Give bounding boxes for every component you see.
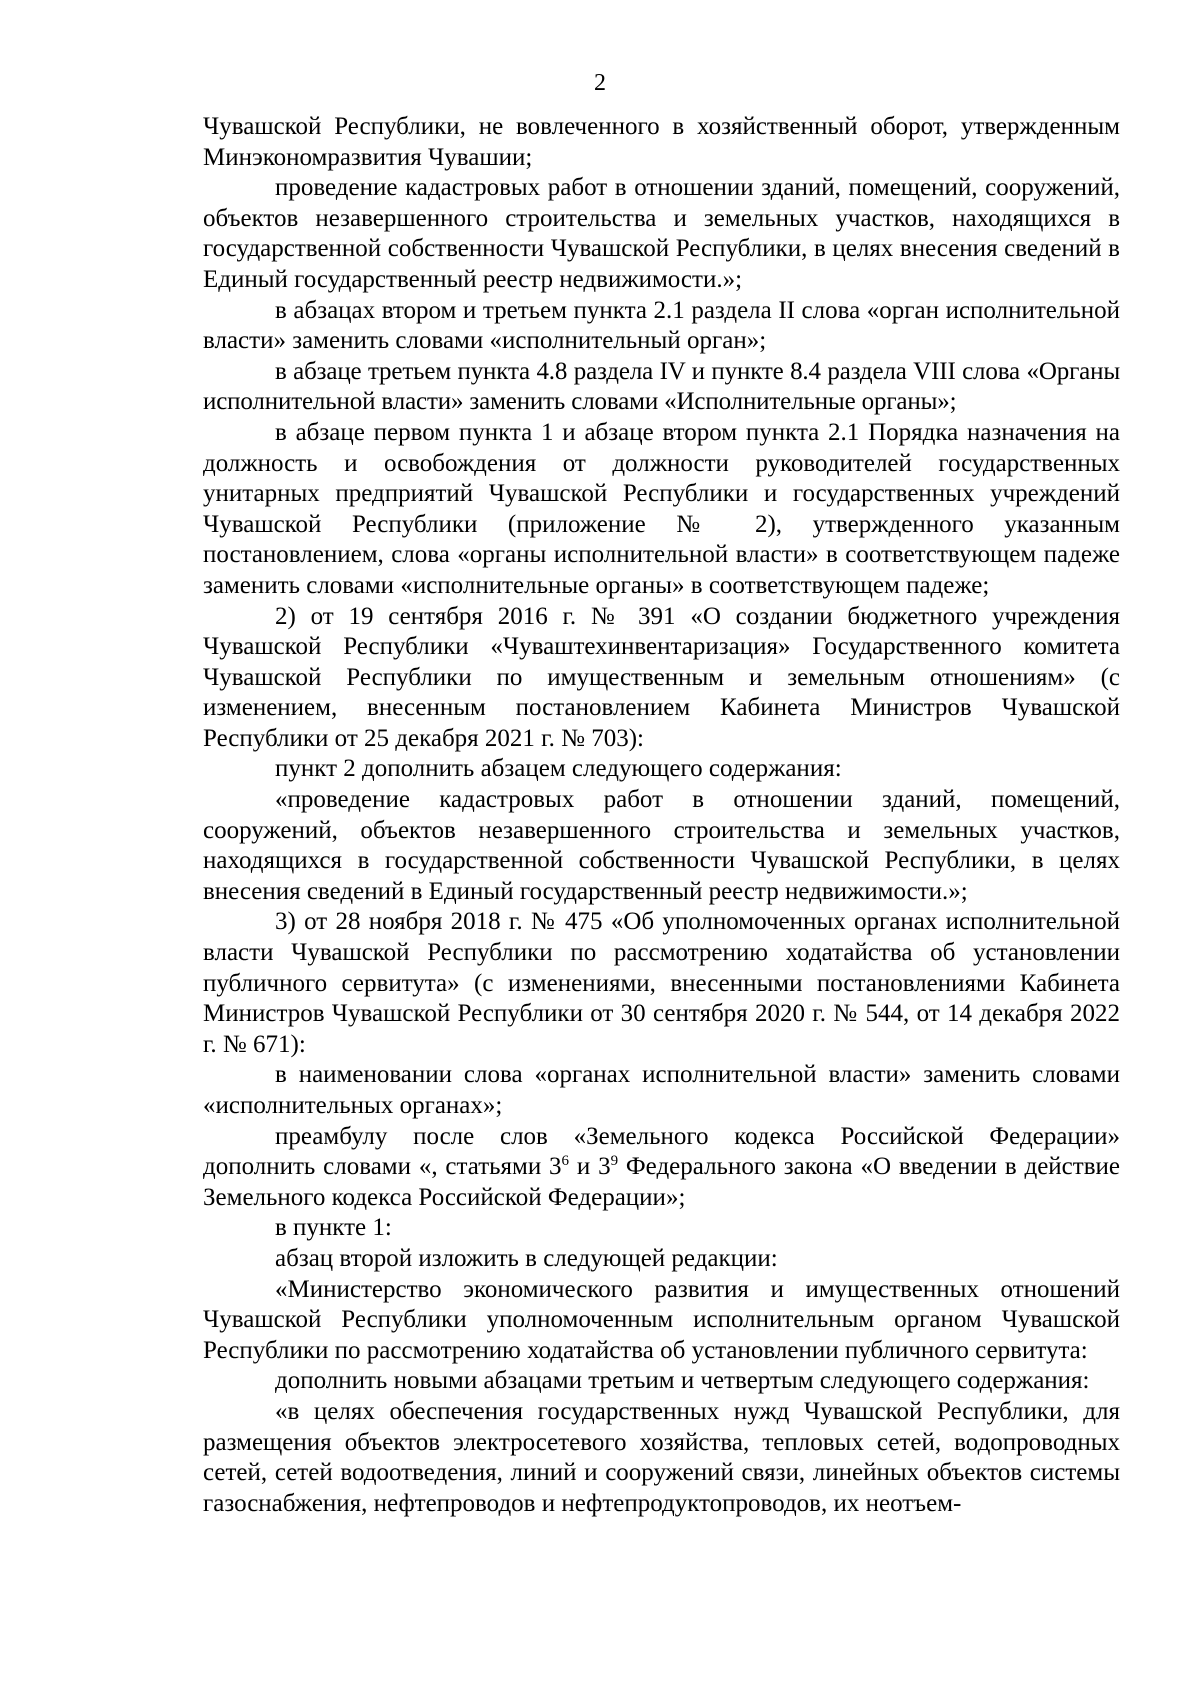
paragraph-title-amendment: в наименовании слова «органах исполнительной власти» заменить словами «исполнительных органах»; bbox=[203, 1061, 1120, 1119]
paragraph-item-1: в пункте 1: bbox=[275, 1214, 392, 1242]
paragraph-state-needs: «в целях обеспечения государственных нужд Чувашской Республики, для размещения объектов электросетевого хозяйства, тепловых сетей, водопроводных сетей, сетей водоотведения, линий и сооружений связи, линейных объектов системы газоснабжения, нефтепроводов и нефтепродуктопроводов, их неотъем- bbox=[203, 1397, 1120, 1517]
paragraph-item-2-addition: пункт 2 дополнить абзацем следующего содержания: bbox=[275, 755, 842, 783]
paragraph-new-abzacs: дополнить новыми абзацами третьим и четвертым следующего содержания: bbox=[275, 1367, 1090, 1395]
preamble-text-after: Федерального закона «О введении в действие Земельного кодекса Российской Федерации»; bbox=[203, 1153, 1120, 1211]
preamble-text-middle: и 3 bbox=[569, 1153, 611, 1181]
paragraph-preamble-amendment bbox=[203, 1122, 1120, 1214]
superscript-6: 6 bbox=[561, 1153, 570, 1170]
paragraph-section-4-8-amendment: в абзаце третьем пункта 4.8 раздела IV и пункте 8.4 раздела VIII слова «Органы исполнительной власти» заменить словами «Исполнительные органы»; bbox=[203, 357, 1120, 416]
superscript-9: 9 bbox=[610, 1153, 619, 1170]
paragraph-continuation: Чувашской Республики, не вовлеченного в хозяйственный оборот, утвержденным Минэкономразвития Чувашии; bbox=[203, 113, 1120, 171]
paragraph-section-2-amendment: в абзацах втором и третьем пункта 2.1 раздела II слова «орган исполнительной власти» заменить словами «исполнительный орган»; bbox=[203, 296, 1120, 355]
preamble-text-before: преамбулу после слов «Земельного кодекса Российской Федерации» дополнить словами «, статьями 3 bbox=[203, 1122, 1120, 1181]
paragraph-second-abzac: абзац второй изложить в следующей редакции: bbox=[275, 1244, 778, 1272]
paragraph-cadastral-works-1: проведение кадастровых работ в отношении зданий, помещений, сооружений, объектов незавершенного строительства и земельных участков, находящихся в государственной собственности Чувашской Республики, в целях внесения сведений в Единый государственный реестр недвижимости.»; bbox=[203, 174, 1120, 293]
paragraph-resolution-391: 2) от 19 сентября 2016 г. № 391 «О создании бюджетного учреждения Чувашской Республики «Чуваштехинвентаризация» Государственного комитета Чувашской Республики по имущественным и земельным отношениям» (с изменением, внесенным постановлением Кабинета Министров Чувашской Республики от 25 декабря 2021 г. № 703): bbox=[203, 602, 1120, 752]
paragraph-ministry: «Министерство экономического развития и имущественных отношений Чувашской Республики уполномоченным исполнительным органом Чувашской Республики по рассмотрению ходатайства об установлении публичного сервитута: bbox=[203, 1275, 1120, 1364]
paragraph-appointment-procedure: в абзаце первом пункта 1 и абзаце втором пункта 2.1 Порядка назначения на должность и освобождения от должности руководителей государственных унитарных предприятий Чувашской Республики и государственных учреждений Чувашской Республики (приложение № 2), утвержденного указанным постановлением, слова «органы исполнительной власти» в соответствующем падеже заменить словами «исполнительные органы» в соответствующем падеже; bbox=[203, 418, 1120, 599]
page-number: 2 bbox=[594, 70, 606, 96]
document-body bbox=[203, 112, 1120, 1519]
paragraph-resolution-475: 3) от 28 ноября 2018 г. № 475 «Об уполномоченных органах исполнительной власти Чувашской Республики по рассмотрению ходатайства об установлении публичного сервитута» (с изменениями, внесенными постановлениями Кабинета Министров Чувашской Республики от 30 сентября 2020 г. № 544, от 14 декабря 2022 г. № 671): bbox=[203, 908, 1120, 1058]
paragraph-cadastral-works-2: «проведение кадастровых работ в отношении зданий, помещений, сооружений, объектов незавершенного строительства и земельных участков, находящихся в государственной собственности Чувашской Республики, в целях внесения сведений в Единый государственный реестр недвижимости.»; bbox=[203, 786, 1120, 905]
